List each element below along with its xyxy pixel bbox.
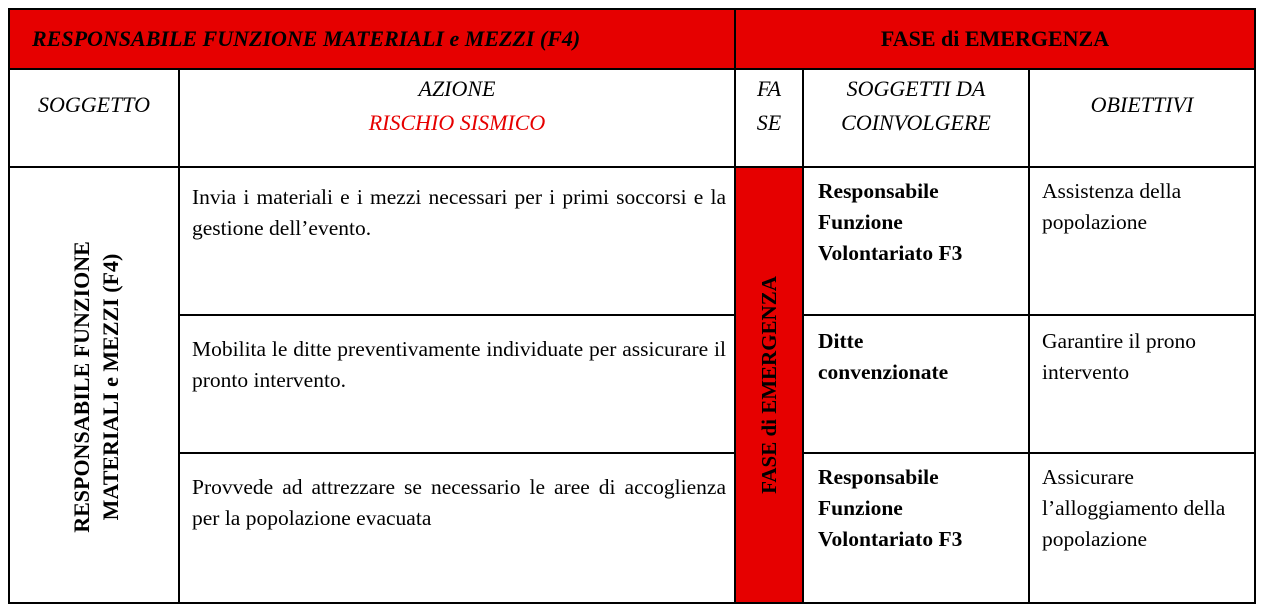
row2-soggetti-line2: convenzionate [818, 360, 949, 384]
row3-azione-text: Provvede ad attrezzare se necessario le aree di accoglienza per la popolazione evacuata [192, 475, 726, 530]
colhead-soggetti-line2: COINVOLGERE [841, 110, 991, 135]
phase-cell [734, 166, 804, 604]
header-left-title: RESPONSABILE FUNZIONE MATERIALI e MEZZI (F4) [32, 26, 581, 51]
colhead-fase-line2: SE [756, 110, 782, 135]
colhead-fase-line1: FA [756, 76, 782, 101]
table-row-2-obiettivi [1028, 314, 1256, 454]
phase-vertical-label: FASE di EMERGENZA [757, 276, 781, 494]
row1-soggetti-line2: Funzione [818, 210, 903, 234]
colhead-soggetti-line1: SOGGETTI DA [846, 76, 986, 101]
row2-azione-text: Mobilita le ditte preventivamente individuate per assicurare il pronto intervento. [192, 337, 726, 392]
colhead-obiettivi [1028, 68, 1256, 168]
row1-soggetti-line3: Volontariato F3 [818, 241, 963, 265]
table-row-3-soggetti [802, 452, 1030, 604]
row1-obiettivi-text: Assistenza della popolazione [1042, 179, 1182, 234]
row3-soggetti-line3: Volontariato F3 [818, 527, 963, 551]
colhead-rischio-label: RISCHIO SISMICO [368, 110, 546, 135]
colhead-soggetti [802, 68, 1030, 168]
subject-vertical-label [67, 167, 125, 607]
row3-soggetti-line1: Responsabile [818, 465, 939, 489]
row2-obiettivi-text: Garantire il prono intervento [1042, 329, 1197, 384]
table-row-1-azione [178, 166, 736, 316]
phase-table [8, 8, 1256, 604]
table-row-2-soggetti [802, 314, 1030, 454]
row1-soggetti-line1: Responsabile [818, 179, 939, 203]
table-row-2-azione [178, 314, 736, 454]
header-right-cell [734, 8, 1256, 70]
colhead-soggetto [8, 68, 180, 168]
table-row-3-obiettivi [1028, 452, 1256, 604]
subject-line2: MATERIALI e MEZZI (F4) [98, 253, 123, 521]
row2-soggetti-line1: Ditte [818, 329, 864, 353]
row3-soggetti-line2: Funzione [818, 496, 903, 520]
colhead-azione-label: AZIONE [418, 76, 496, 101]
table-row-3-azione [178, 452, 736, 604]
colhead-soggetto-label: SOGGETTO [37, 92, 151, 117]
table-row-1-obiettivi [1028, 166, 1256, 316]
row1-azione-text: Invia i materiali e i mezzi necessari per i primi soccorsi e la gestione dell’evento. [192, 185, 726, 240]
subject-cell [8, 166, 180, 604]
colhead-obiettivi-label: OBIETTIVI [1090, 92, 1194, 117]
header-left-cell [8, 8, 736, 70]
colhead-azione [178, 68, 736, 168]
colhead-fase [734, 68, 804, 168]
row3-obiettivi-text: Assicurare l’alloggiamento della popolazione [1042, 465, 1226, 551]
table-row-1-soggetti [802, 166, 1030, 316]
header-right-title: FASE di EMERGENZA [880, 26, 1110, 51]
subject-line1: RESPONSABILE FUNZIONE [69, 241, 94, 533]
